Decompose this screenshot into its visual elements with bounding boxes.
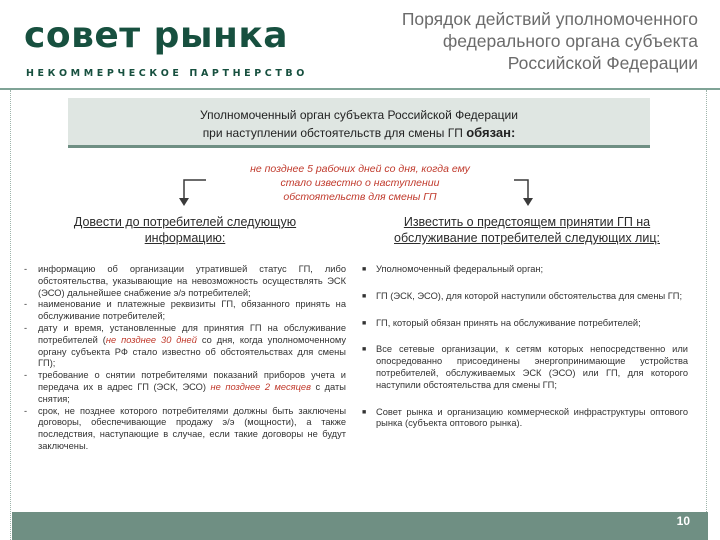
bullet-square-icon: ■	[362, 266, 367, 273]
list-item-text: срок, не позднее которого потребителями должны быть заключены договоры, обеспечивающие продажу э/э (мощности), а также последствия, наступающие в случае, если такие договоры не будут заключены.	[38, 405, 346, 451]
left-border-line	[10, 90, 11, 540]
right-heading-line-1: Известить о предстоящем принятии ГП на	[403, 215, 651, 229]
right-border-line	[706, 90, 707, 540]
list-marker: -	[24, 405, 28, 416]
list-item	[24, 370, 346, 405]
deadline-line-2: стало известно о наступлении	[280, 177, 440, 189]
header-divider	[0, 88, 720, 90]
list-item	[24, 264, 346, 299]
banner-line-1: Уполномоченный орган субъекта Российской Федерации	[200, 108, 518, 122]
left-info-list	[24, 264, 346, 453]
bullet-square-icon: ■	[362, 346, 367, 354]
list-marker: -	[24, 370, 28, 381]
deadline-line-1: не позднее 5 рабочих дней со дня, когда ему	[250, 163, 470, 175]
banner-line-2-bold: обязан:	[466, 125, 516, 140]
bullet-square-icon: ■	[362, 408, 367, 416]
deadline-line-3: обстоятельств для смены ГП	[283, 191, 437, 203]
list-item-text: ГП (ЭСК, ЭСО), для которой наступили обстоятельства для смены ГП;	[376, 290, 683, 301]
page-title-line-1: Порядок действий уполномоченного	[401, 9, 698, 29]
list-item	[362, 291, 688, 303]
list-item-text: ГП, который обязан принять на обслуживание потребителей;	[376, 317, 641, 328]
left-column-heading	[30, 214, 340, 246]
deadline-highlight: не позднее 30 дней	[105, 334, 197, 345]
right-heading-line-2: обслуживание потребителей следующих лиц:	[394, 231, 660, 245]
list-item	[24, 299, 346, 323]
list-item	[362, 344, 688, 391]
logo-main-text: совет рынка	[24, 15, 289, 56]
left-heading-line-2: информацию:	[144, 231, 226, 245]
list-item-text-tail: с даты снятия;	[38, 381, 346, 404]
list-item	[362, 407, 688, 431]
bullet-square-icon: ■	[362, 319, 367, 327]
banner-line-2-text: при наступлении обстоятельств для смены ГП	[202, 126, 467, 140]
logo-subtitle: НЕКОММЕРЧЕСКОЕ ПАРТНЕРСТВО	[26, 68, 308, 79]
footer-bar	[12, 512, 708, 540]
deadline-note	[210, 162, 510, 204]
list-item-text: наименование и платежные реквизиты ГП, обязанного принять на обслуживание потребителей;	[38, 299, 346, 322]
list-item-text: дату и время, установленные для принятия ГП на обслуживание потребителей (	[38, 322, 346, 345]
page-title-line-2: федерального органа субъекта	[442, 31, 698, 51]
bullet-square-icon: ■	[362, 292, 367, 300]
list-item-text: Уполномоченный федеральный орган;	[376, 264, 544, 274]
page-title-line-3: Российской Федерации	[507, 53, 698, 73]
deadline-highlight: не позднее 2 месяцев	[210, 381, 311, 392]
right-arrow-icon	[514, 180, 533, 206]
list-item-text: Все сетевые организации, к сетям которых непосредственно или опосредованно присоединены энергопринимающие устройства потребителей, обслуживаемых ЭСК (ЭСО) или ГП, для которого наступили обстоятельства для смены ГП;	[376, 344, 688, 390]
right-column-heading	[362, 214, 692, 246]
obligation-banner	[68, 98, 650, 148]
list-item-text-tail: со дня, когда уполномоченному органу субъекта РФ стало известно об обстоятельствах для смены ГП);	[38, 334, 347, 369]
list-item	[24, 323, 346, 370]
list-item-text: Совет рынка и организацию коммерческой инфраструктуры оптового рынка (субъекта оптового рынка).	[376, 406, 688, 429]
page-title	[298, 8, 698, 74]
list-item	[362, 264, 688, 276]
list-item	[362, 318, 688, 330]
list-marker: -	[24, 322, 28, 333]
list-item-text: информацию об организации утратившей статус ГП, либо обстоятельства, указывающие на невозможность осуществлять ЭСК (ЭСО) дальнейшее снабжение э/э потребителей;	[38, 264, 346, 298]
list-marker: -	[24, 264, 28, 274]
left-heading-line-1: Довести до потребителей следующую	[73, 215, 297, 229]
list-item	[24, 406, 346, 453]
right-recipients-list	[362, 264, 688, 445]
list-item-text: требование о снятии потребителями показаний приборов учета и передача их в адрес ГП (ЭСК, ЭСО)	[38, 370, 346, 392]
banner-line-2	[68, 124, 650, 142]
page-number: 10	[676, 514, 690, 528]
left-arrow-icon	[179, 180, 206, 206]
list-marker: -	[24, 299, 28, 310]
